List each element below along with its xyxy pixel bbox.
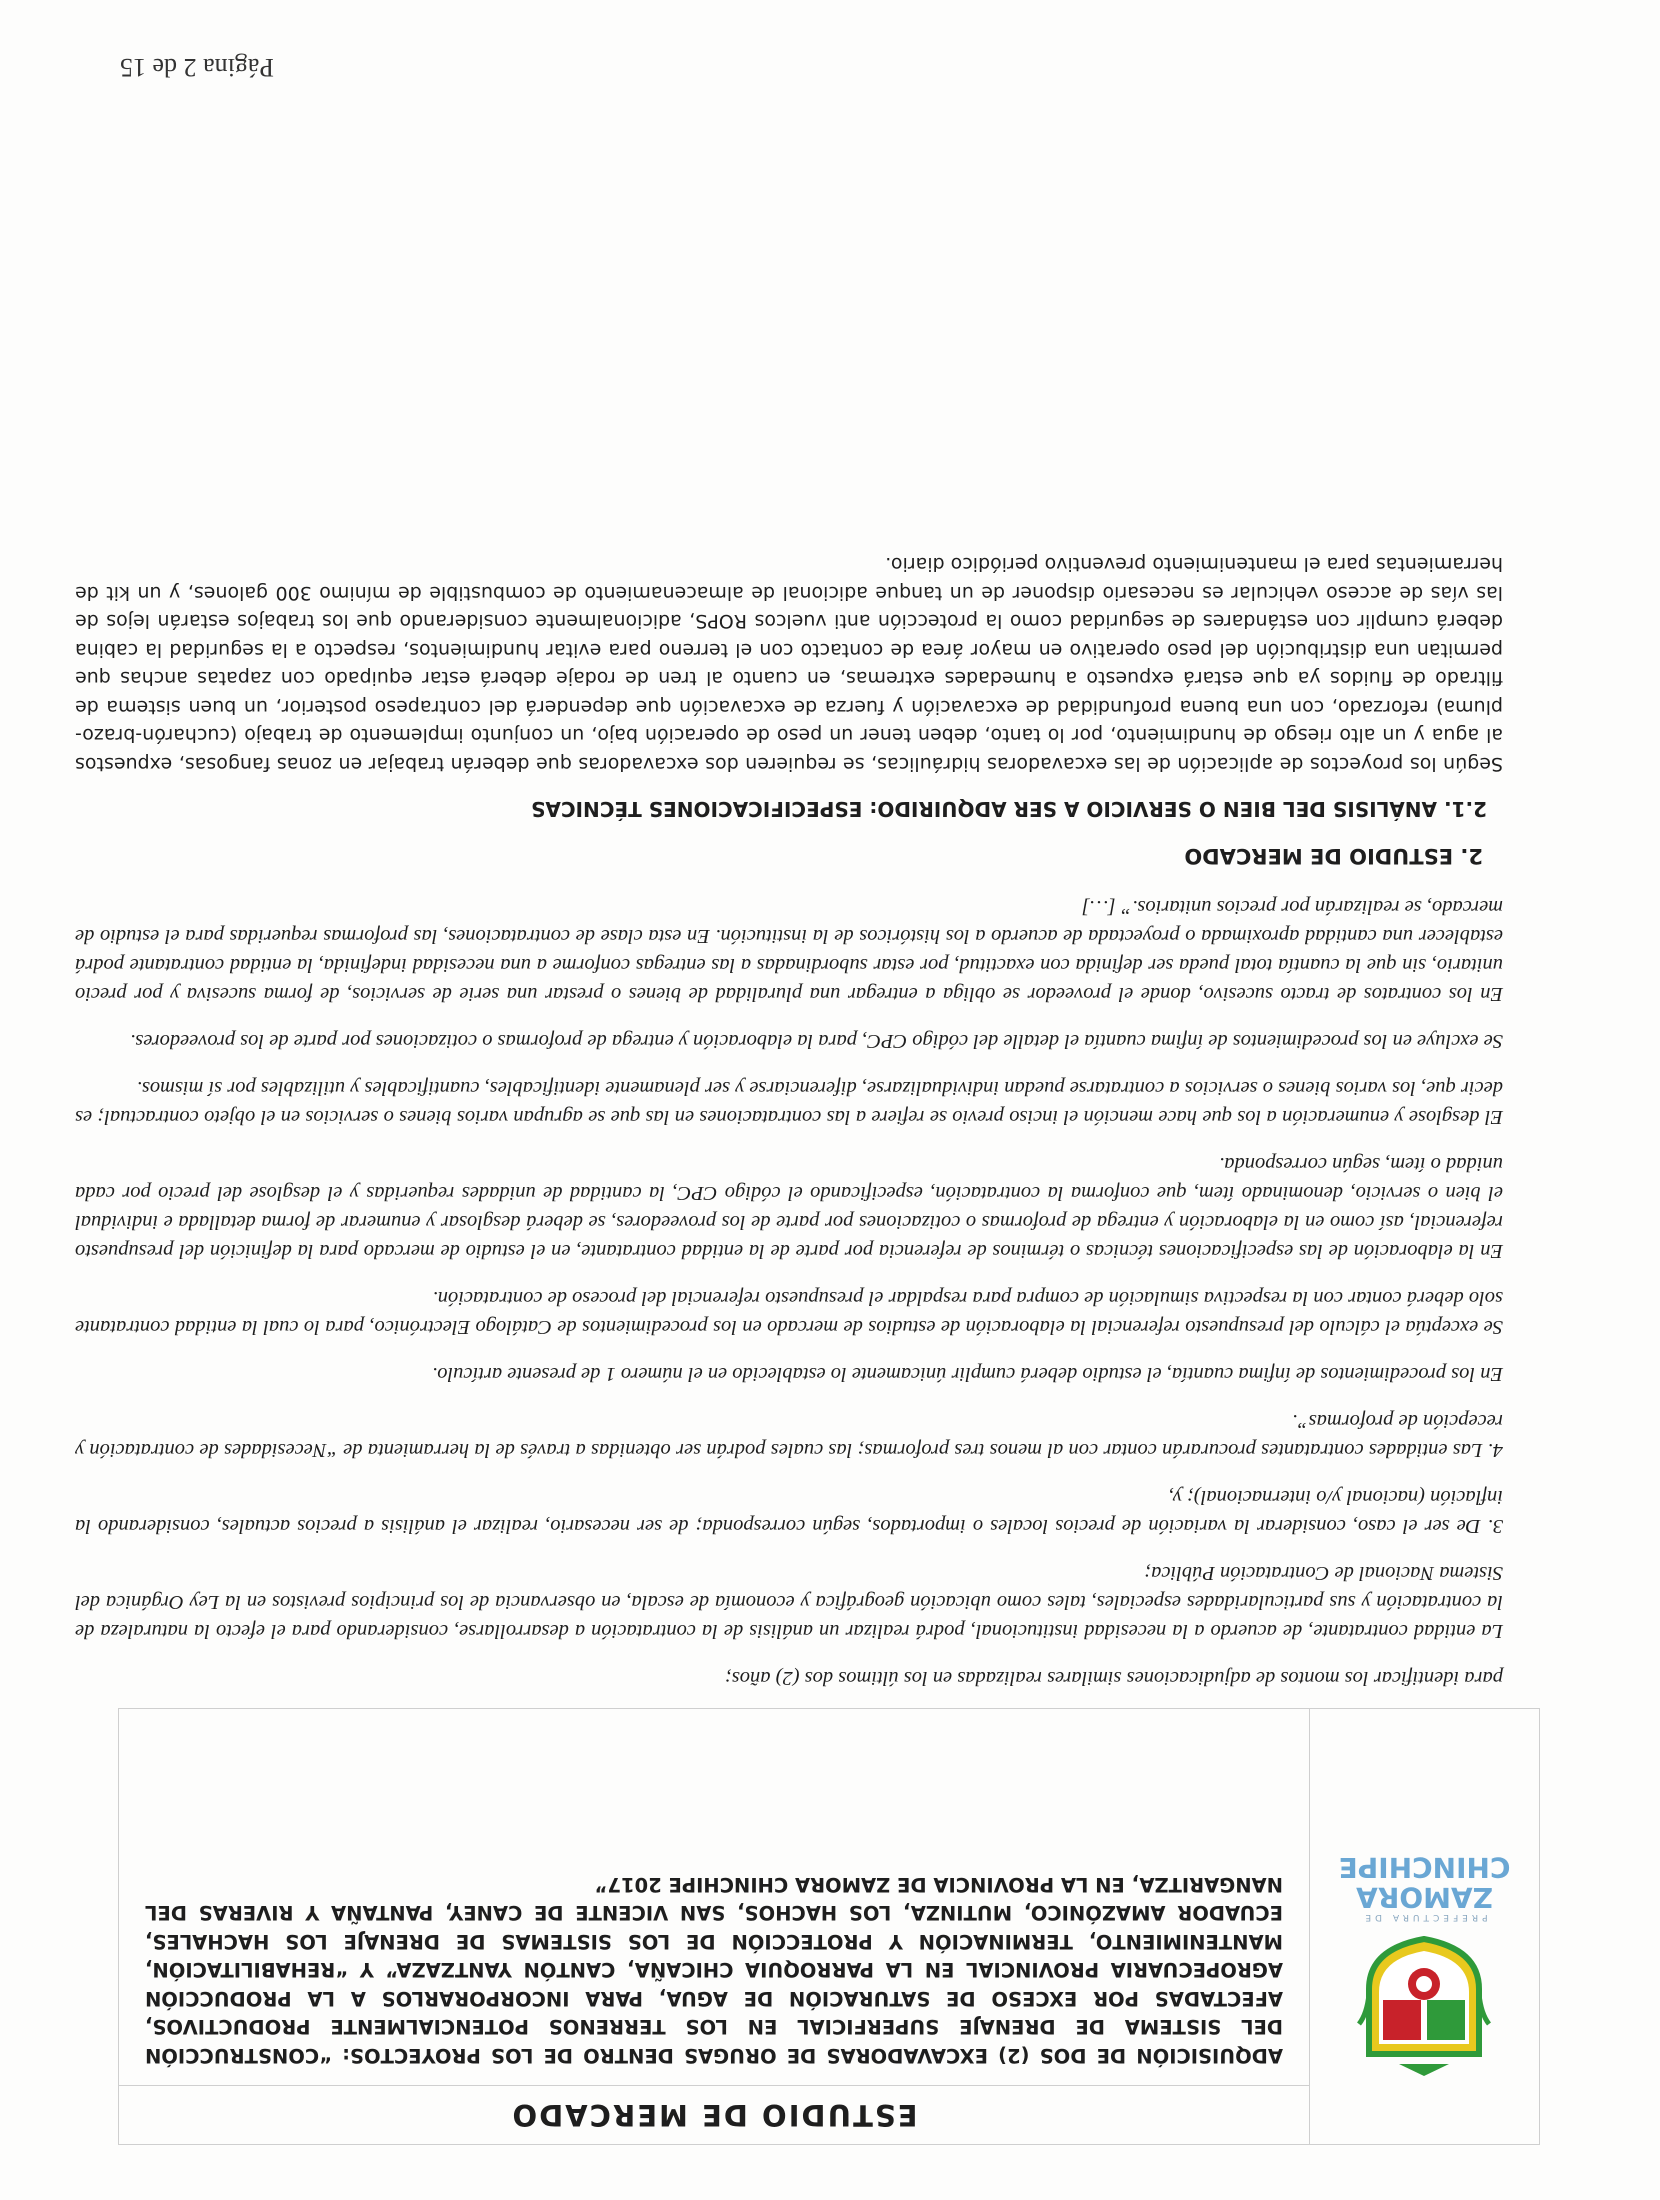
body-paragraph: El desglose y enumeración a los que hace mención el inciso previo se refiere a las contrataciones en las que se agrupan varios bienes o servicios en el objeto contractual; es decir que, los varios bienes o servicios a contratarse puedan individualizarse, diferenciarse y ser plenamente identificables, cuantificables y utilizables por sí mismos. <box>75 1077 1503 1128</box>
body-paragraph: 3. De ser el caso, considerar la variación de precios locales o importados, según corresponda; de ser necesario, realizar el análisis a precios actuales, considerando la inflación (nacional y/o internacional); y, <box>75 1486 1503 1537</box>
page-number: Página 2 de 15 <box>120 53 274 82</box>
body-paragraph: En la elaboración de las especificaciones técnicas o términos de referencia por parte de la entidad contratante, en el estudio de mercado para la definición del presupuesto referencial, así como en la elaboración y entrega de proformas o cotizaciones por parte de los proveedores, se deberá desglosar y enumerar de forma detallada e individual el bien o servicio, denominado ítem, que conforma la contratación, especificando el código CPC, la cantidad de unidades requeridas y el desglose del precio por cada unidad o ítem, según corresponda. <box>75 1153 1503 1262</box>
body-paragraph: Se excluye en los procedimientos de ínfima cuantía el detalle del código CPC, para la elaboración y entrega de proformas o cotizaciones por parte de los proveedores. <box>130 1030 1503 1052</box>
document-header <box>118 1708 1540 2145</box>
document-subject: ADQUISICIÓN DE DOS (2) EXCAVADORAS DE ORUGAS DENTRO DE LOS PROYECTOS: “CONSTRUCCIÓN DEL SISTEMA DE DRENAJE SUPERFICIAL EN LOS TERRENOS POTENCIALMENTE PRODUCTIVOS, AFECTADAS POR EXCESO DE SATURACIÓN DE AGUA, PARA INCORPORARLOS A LA PRODUCCIÓN AGROPECUARIA PROVINCIAL EN LA PARROQUIA CHICAÑA, CANTÓN YANTZAZA” Y “REHABILITACIÓN, MANTENIMIENTO, TERMINACIÓN Y PROTECCIÓN DE LOS SISTEMAS DE DRENAJE LOS HACHALES, ECUADOR AMAZÓNICO, MUTINZA, LOS HACHOS, SAN VICENTE DE CANEY, PANTAÑA Y RIVERAS DEL NANGARITZA, EN LA PROVINCIA DE ZAMORA CHINCHIPE 2017” <box>145 1873 1283 2067</box>
logo-small-text: PREFECTURA DE <box>1361 1912 1488 1922</box>
document-title: ESTUDIO DE MERCADO <box>119 2085 1309 2144</box>
body-paragraph: 4. Las entidades contratantes procurarán contar con al menos tres proformas; las cuales podrán ser obtenidas a través de la herramienta de “Necesidades de contratación y recepción de proformas”. <box>75 1410 1503 1461</box>
prefecture-coat-of-arms-icon <box>1350 1934 1500 2084</box>
body-paragraph: para identificar los montos de adjudicaciones similares realizadas en los últimos dos (2) años; <box>724 1667 1503 1689</box>
section-heading: 2. ESTUDIO DE MERCADO <box>1184 844 1483 868</box>
document-body <box>75 532 1503 1692</box>
header-text-block <box>119 1709 1309 2144</box>
logo-name-line1: ZAMORA <box>1356 1881 1493 1914</box>
logo-block <box>1309 1709 1539 2144</box>
body-paragraph: En los contratos de tracto sucesivo, donde el proveedor se obliga a entregar una pluralidad de bienes o prestar una serie de servicios, de forma sucesiva y por precio unitario, sin que la cuantía total pueda ser definida con exactitud, por estar subordinadas a las entregas conforme a una necesidad indefinida, la entidad contratante podrá establecer una cantidad aproximada o proyectada de acuerdo a los históricos de la institución. En esta clase de contrataciones, las proformas requeridas para el estudio de mercado, se realizarán por precios unitarios.” […] <box>75 896 1503 1005</box>
body-paragraph: La entidad contratante, de acuerdo a la necesidad institucional, podrá realizar un análisis de la contratación a desarrollarse, considerando para el efecto la naturaleza de la contratación y sus particularidades especiales, tales como ubicación geográfica y economía de escala, en observancia de los principios previstos en la Ley Orgánica del Sistema Nacional de Contratación Pública; <box>75 1562 1503 1642</box>
logo-name-line2: CHINCHIPE <box>1338 1851 1511 1884</box>
body-paragraph: Se exceptúa el cálculo del presupuesto referencial la elaboración de estudios de mercado en los procedimientos de Catálogo Electrónico, para lo cual la entidad contratante solo deberá contar con la respectiva simulación de compra para respaldar el presupuesto referencial del proceso de contratación. <box>75 1287 1503 1338</box>
logo-name <box>1339 1852 1511 1912</box>
body-paragraph: En los procedimientos de ínfima cuantía, el estudio deberá cumplir únicamente lo establecido en el número 1 de presente artículo. <box>432 1363 1503 1385</box>
subsection-heading: 2.1. ANÁLISIS DEL BIEN O SERVICIO A SER ADQUIRIDO: ESPECIFICACIONES TÉCNICAS <box>531 797 1487 821</box>
specifications-paragraph: Según los proyectos de aplicación de las excavadoras hidráulicas, se requieren dos excavadoras que deberán trabajar en zonas fangosas, expuestos al agua y un alto riesgo de hundimiento, por lo tanto, deben tener un peso de operación bajo, un conjunto implemento de trabajo (cucharón-brazo-pluma) reforzado, con una buena profundidad de excavación y fuerza de excavación que dependerá del contrapeso posterior, un buen sistema de filtrado de fluidos ya que estará expuesto a humedades extremas, en cuanto al tren de rodaje deberá estar equipado con zapatas anchas que permitan una distribución del peso operativo en mayor área de contacto con el terreno para evitar hundimientos, respecto a la seguridad la cabina deberá cumplir con estándares de seguridad como la protección anti vuelcos ROPS, adicionalmente considerando que los trabajos estarán lejos de las vías de acceso vehicular es necesario disponer de un tanque adicional de almacenamiento de combustible de mínimo 300 galones, y un kit de herramientas para el mantenimiento preventivo periódico diario. <box>75 553 1503 775</box>
